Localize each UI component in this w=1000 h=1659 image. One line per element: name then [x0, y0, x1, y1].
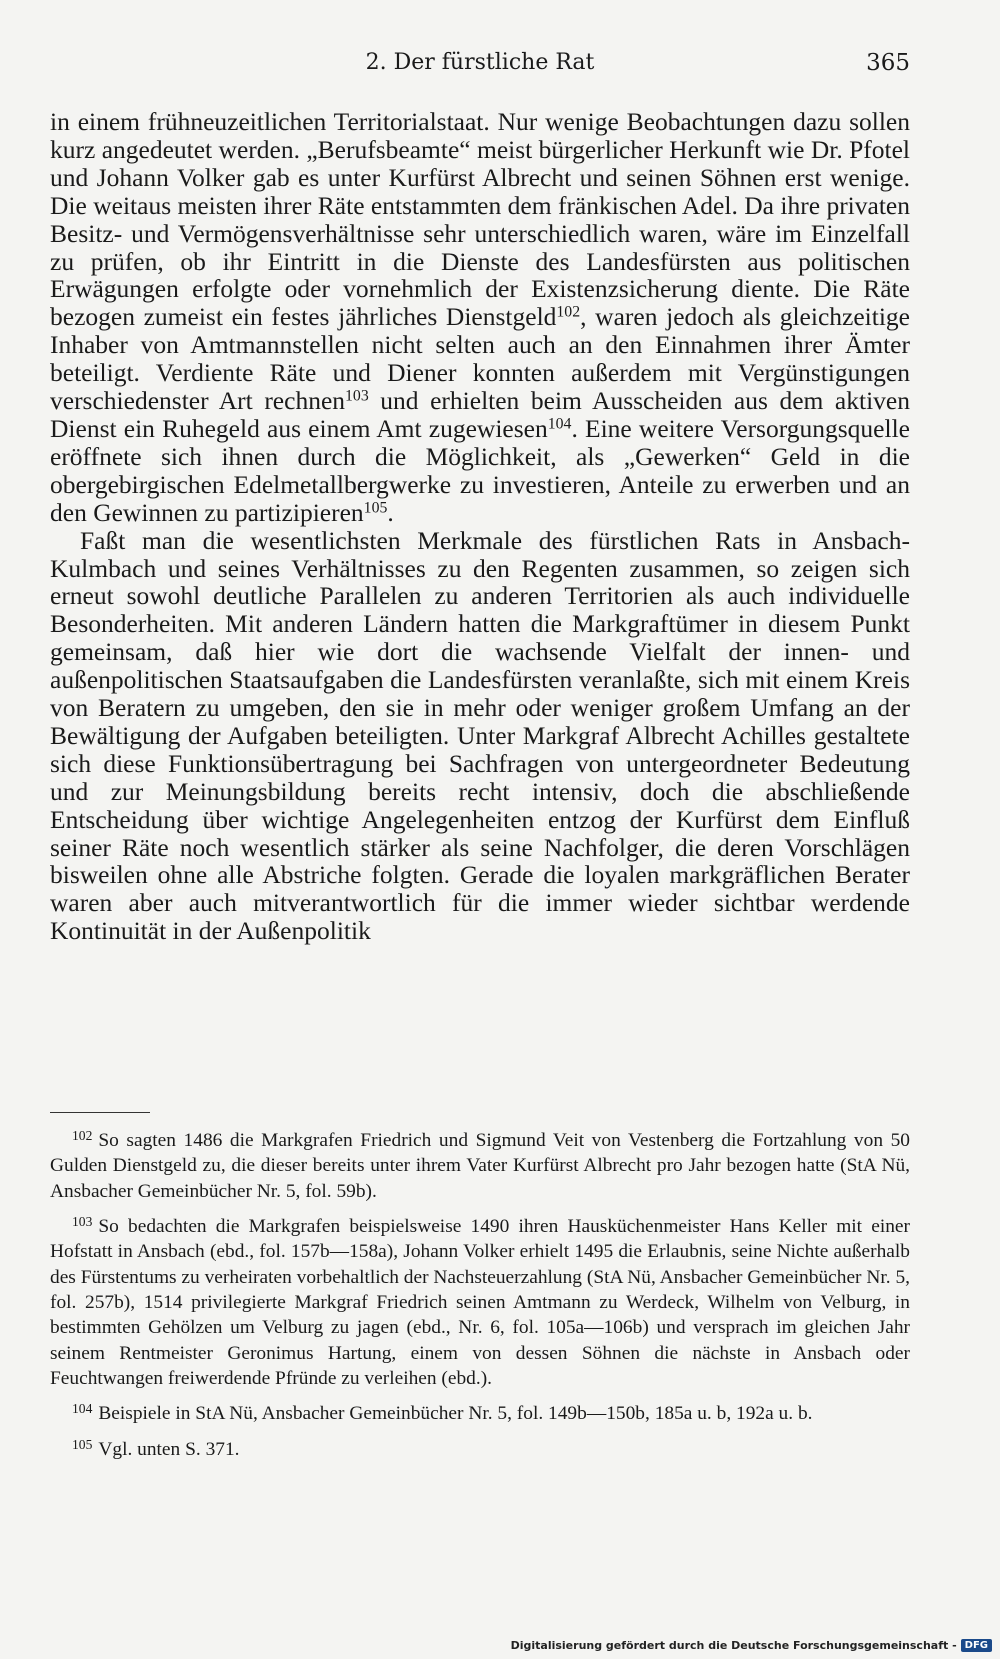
main-text: [50, 108, 910, 945]
paragraph-2: Faßt man die wesentlichsten Merkmale des fürstlichen Rats in Ansbach-Kulmbach und seines Verhältnisses zu den Regenten zusammen, so zeigen sich erneut sowohl deutliche Parallelen zu anderen Territorien als auch individuelle Besonderheiten. Mit anderen Ländern hatten die Markgraftümer in diesem Punkt gemeinsam, daß hier wie dort die wachsende Vielfalt der innen- und außenpolitischen Staatsaufgaben die Landesfürsten veranlaßte, sich mit einem Kreis von Beratern zu umgeben, den sie in mehr oder weniger großem Umfang an der Bewältigung der Aufgaben beteiligten. Unter Markgraf Albrecht Achilles gestaltete sich diese Funktionsübertragung bei Sachfragen von untergeordneter Bedeutung und zur Meinungsbildung bereits recht intensiv, doch die abschließende Entscheidung über wichtige Angelegenheiten entzog der Kurfürst dem Einfluß seiner Räte noch wesentlich stärker als seine Nachfolger, die deren Vorschlägen bisweilen ohne alle Abstriche folgten. Gerade die loyalen markgräflichen Berater waren aber auch mitverantwortlich für die immer wieder sichtbar werdende Kontinuität in der Außenpolitik: [50, 525, 910, 946]
paragraph-1-part-a: in einem frühneuzeitlichen Territorialstaat. Nur wenige Beobachtungen dazu sollen kurz angedeutet werden. „Berufsbeamte“ meist bürgerlicher Herkunft wie Dr. Pfotel und Johann Volker gab es unter Kurfürst Albrecht und seinen Söhnen erst wenige. Die weitaus meisten ihrer Räte entstammten dem fränkischen Adel. Da ihre privaten Besitz- und Vermögensverhältnisse sehr unterschiedlich waren, wäre im Einzelfall zu prüfen, ob ihr Eintritt in die Dienste des Landesfürsten aus politischen Erwägungen erfolgte oder vornehmlich der Existenzsicherung diente. Die Räte bezogen zumeist ein festes jährliches Dienstgeld: [50, 107, 910, 332]
paragraph-1-part-d: . Eine weitere Versorgungsquelle eröffnete sich ihnen durch die Möglichkeit, als „Gewerken“ Geld in die obergebirgischen Edelmetallbergwerke zu investieren, Anteile zu erwerben und an den Gewinnen zu partizipieren: [50, 413, 910, 527]
chapter-title: 2. Der fürstliche Rat: [365, 50, 595, 75]
footnote-102: [50, 1123, 910, 1204]
footnote-number: 105: [72, 1436, 93, 1452]
paragraph-1-part-b: , waren jedoch als gleichzeitige Inhaber von Amtmannstellen nicht selten auch an den Einnahmen ihrer Ämter beteiligt. Verdiente Räte und Diener konnten außerdem mit Vergünstigungen verschiedenster Art rechnen: [50, 302, 910, 416]
footnote-text: So bedachten die Markgrafen beispielsweise 1490 ihren Hausküchenmeister Hans Keller mit einer Hofstatt in Ansbach (ebd., fol. 157b—158a), Johann Volker erhielt 1495 die Erlaubnis, seine Nichte außerhalb des Fürstentums zu verheiraten vorbehaltlich der Nachsteuerzahlung (StA Nü, Ansbacher Gemeinbücher Nr. 5, fol. 257b), 1514 privilegierte Markgraf Friedrich seinen Amtmann zu Werdeck, Wilhelm von Velburg, in bestimmten Gehölzen um Velburg zu jagen (ebd., Nr. 6, fol. 105a—106b) und versprach im gleichen Jahr seinem Rentmeister Geronimus Hartung, einem von dessen Söhnen die nächste in Ansbach oder Feuchtwangen freiwerdende Pfründe zu verleihen (ebd.).: [50, 1216, 910, 1389]
running-header: [50, 48, 910, 82]
paragraph-1-part-c: und erhielten beim Ausscheiden aus dem aktiven Dienst ein Ruhegeld aus einem Amt zugewiesen: [50, 386, 910, 443]
paragraph-1-part-e: .: [387, 497, 394, 527]
footnote-separator: [50, 1112, 150, 1113]
page-number: 365: [866, 50, 910, 76]
footnote-ref-102[interactable]: 102: [556, 303, 581, 321]
footnotes: [50, 1123, 910, 1462]
footnote-ref-105[interactable]: 105: [363, 499, 388, 516]
footnote-103: [50, 1209, 910, 1391]
footnote-ref-104[interactable]: 104: [547, 415, 572, 433]
footnote-number: 103: [72, 1214, 93, 1229]
footnote-text: Vgl. unten S. 371.: [98, 1438, 240, 1460]
footnote-104: [50, 1396, 910, 1426]
credit-text: Digitalisierung gefördert durch die Deutsche Forschungsgemeinschaft -: [510, 1638, 957, 1652]
footnote-ref-103[interactable]: 103: [345, 387, 369, 405]
dfg-logo: DFG: [961, 1639, 992, 1652]
footnote-105: [50, 1432, 910, 1462]
footnote-number: 104: [72, 1401, 93, 1417]
footnote-number: 102: [72, 1128, 93, 1143]
footnote-text: Beispiele in StA Nü, Ansbacher Gemeinbücher Nr. 5, fol. 149b—150b, 185a u. b, 192a u. b.: [98, 1403, 813, 1425]
footnote-text: So sagten 1486 die Markgrafen Friedrich und Sigmund Veit von Vestenberg die Fortzahlung von 50 Gulden Dienstgeld zu, die dieser bereits unter ihrem Vater Kurfürst Albrecht pro Jahr bezogen hatte (StA Nü, Ansbacher Gemeinbücher Nr. 5, fol. 59b).: [50, 1130, 910, 1202]
digitization-credit: [511, 1637, 992, 1653]
paragraph-1: [50, 108, 910, 527]
